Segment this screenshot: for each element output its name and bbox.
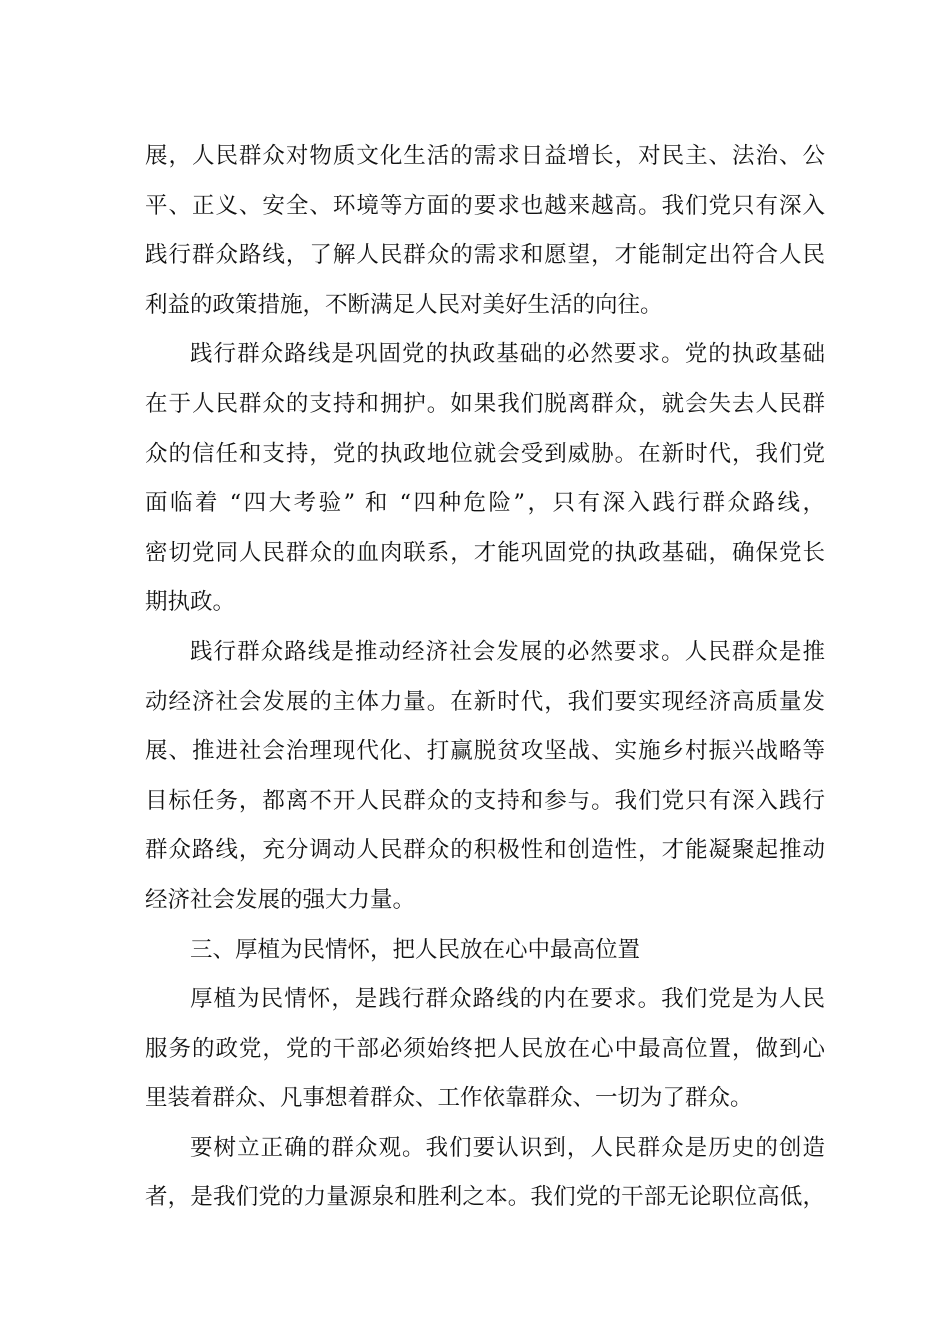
text-line: 展，人民群众对物质文化生活的需求日益增长，对民主、法治、公 bbox=[145, 143, 825, 169]
text-line: 经济社会发展的强大力量。 bbox=[145, 886, 416, 913]
text-line: 平、正义、安全、环境等方面的要求也越来越高。我们党只有深入 bbox=[145, 192, 825, 219]
paragraph bbox=[145, 975, 825, 1124]
text-line: 服务的政党，党的干部必须始终把人民放在心中最高位置，做到心 bbox=[145, 1035, 825, 1062]
paragraph bbox=[145, 1124, 825, 1223]
text-line: 密切党同人民群众的血肉联系，才能巩固党的执政基础，确保党长 bbox=[145, 539, 825, 566]
document-body bbox=[145, 132, 825, 1223]
text-line: 期执政。 bbox=[145, 589, 236, 616]
paragraph bbox=[145, 628, 825, 926]
text-line: 动经济社会发展的主体力量。在新时代，我们要实现经济高质量发 bbox=[145, 688, 825, 715]
text-line: 众的信任和支持，党的执政地位就会受到威胁。在新时代，我们党 bbox=[145, 440, 825, 467]
text-line: 里装着群众、凡事想着群众、工作依靠群众、一切为了群众。 bbox=[145, 1085, 753, 1112]
text-line: 践行群众路线是推动经济社会发展的必然要求。人民群众是推 bbox=[190, 638, 825, 665]
section-heading-text: 三、厚植为民情怀，把人民放在心中最高位置 bbox=[190, 936, 641, 963]
text-line: 践行群众路线是巩固党的执政基础的必然要求。党的执政基础 bbox=[190, 341, 825, 368]
text-line: 厚植为民情怀，是践行群众路线的内在要求。我们党是为人民 bbox=[190, 986, 825, 1013]
text-line: 展、推进社会治理现代化、打赢脱贫攻坚战、实施乡村振兴战略等 bbox=[145, 738, 825, 765]
text-line: 目标任务，都离不开人民群众的支持和参与。我们党只有深入践行 bbox=[145, 787, 825, 814]
text-line: 面临着 “四大考验” 和 “四种危险”，只有深入践行群众路线， bbox=[145, 490, 825, 517]
paragraph bbox=[145, 330, 825, 628]
text-line: 要树立正确的群众观。我们要认识到，人民群众是历史的创造 bbox=[190, 1134, 825, 1161]
text-line: 者，是我们党的力量源泉和胜利之本。我们党的干部无论职位高低， bbox=[145, 1184, 825, 1211]
text-line: 群众路线，充分调动人民群众的积极性和创造性，才能凝聚起推动 bbox=[145, 837, 825, 864]
text-line: 利益的政策措施，不断满足人民对美好生活的向往。 bbox=[145, 291, 663, 318]
text-line: 践行群众路线，了解人民群众的需求和愿望，才能制定出符合人民 bbox=[145, 242, 825, 269]
text-line: 在于人民群众的支持和拥护。如果我们脱离群众，就会失去人民群 bbox=[145, 390, 825, 417]
section-heading bbox=[145, 926, 825, 976]
paragraph-continuation bbox=[145, 132, 825, 330]
